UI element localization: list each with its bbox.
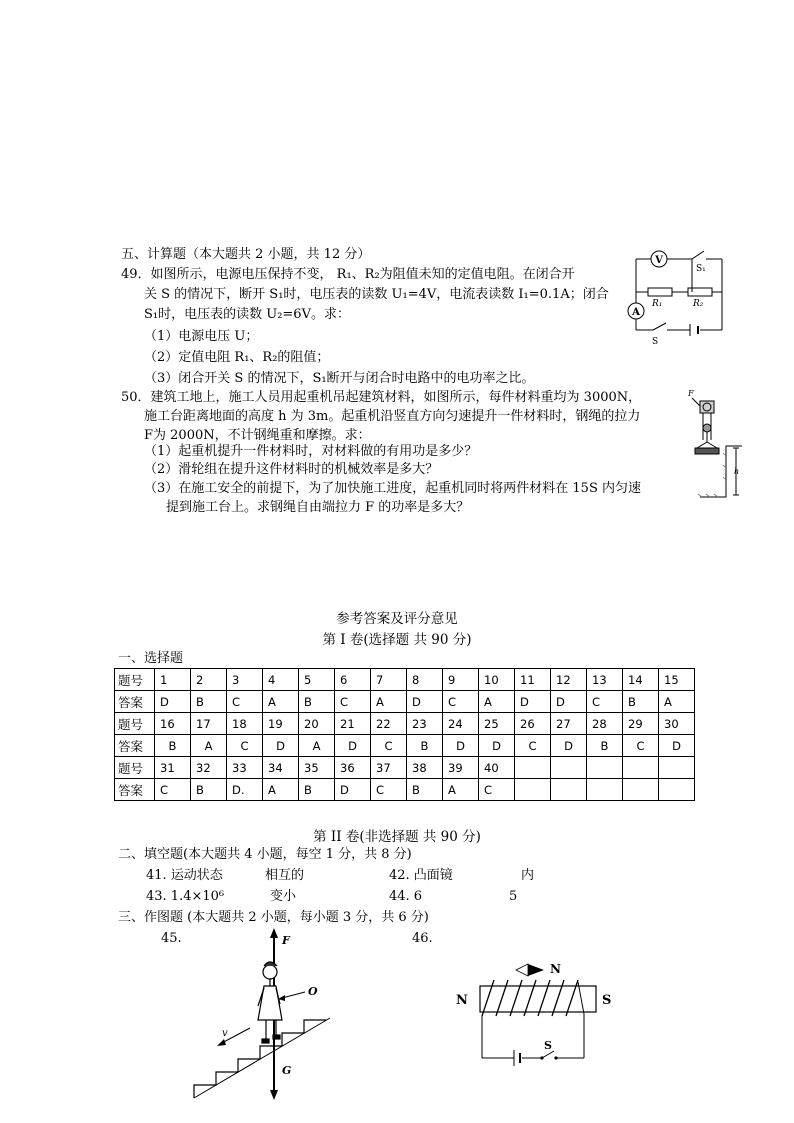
question-number: 3 (227, 669, 263, 691)
question-number: 20 (299, 713, 335, 735)
question-number: 27 (551, 713, 587, 735)
switch-s-label: S (652, 337, 659, 347)
question-number: 29 (623, 713, 659, 735)
question-number: 21 (335, 713, 371, 735)
question-number: 6 (335, 669, 371, 691)
answer-cell (587, 779, 623, 801)
voltmeter-label: V (655, 255, 663, 266)
answer-45-label: 45. (161, 931, 182, 946)
answer-cell: A (443, 779, 479, 801)
switch-s1-label: S₁ (696, 264, 706, 274)
table-row (115, 779, 695, 801)
question-number: 32 (191, 757, 227, 779)
question-number (587, 757, 623, 779)
question-number: 11 (515, 669, 551, 691)
question-number: 2 (191, 669, 227, 691)
q49-sub1: （1）电源电压 U； (144, 329, 259, 344)
row-label: 答案 (115, 779, 155, 801)
sec3-title: 三、作图题 (本大题共 2 小题，每小题 3 分，共 6 分) (118, 910, 429, 925)
answer-41: 41. 运动状态 (146, 868, 223, 883)
table-row (115, 713, 695, 735)
answer-cell: C (623, 735, 659, 757)
answer-cell: B (407, 735, 443, 757)
answer-cell: C (227, 735, 263, 757)
answer-cell: C (227, 691, 263, 713)
question-number: 25 (479, 713, 515, 735)
velocity-label: v (222, 1028, 228, 1039)
answer-cell: D. (227, 779, 263, 801)
q50-line3: F为 2000N，不计钢绳重和摩擦。求： (144, 428, 371, 443)
question-number: 30 (659, 713, 695, 735)
crane-force-label: F (688, 389, 694, 398)
ammeter-label: A (632, 307, 640, 318)
question-number: 9 (443, 669, 479, 691)
q49-sub3: （3）闭合开关 S 的情况下，S₁断开与闭合时电路中的电功率之比。 (144, 371, 535, 386)
question-number: 24 (443, 713, 479, 735)
question-number: 17 (191, 713, 227, 735)
question-number (551, 757, 587, 779)
answer-cell: B (191, 691, 227, 713)
answer-42b: 内 (521, 868, 535, 883)
table-row (115, 691, 695, 713)
answer-cell: C (371, 779, 407, 801)
answer-43: 43. 1.4×10⁶ (146, 889, 225, 904)
question-number: 23 (407, 713, 443, 735)
answer-cell: D (515, 691, 551, 713)
row-label: 题号 (115, 713, 155, 735)
q49-line2: 关 S 的情况下，断开 S₁时，电压表的读数 U₁=4V，电流表读数 I₁=0.1A；闭合 (144, 287, 609, 302)
question-number: 18 (227, 713, 263, 735)
answer-cell: D (551, 735, 587, 757)
answer-cell: C (443, 691, 479, 713)
answer-42: 42. 凸面镜 (389, 868, 453, 883)
question-number: 14 (623, 669, 659, 691)
point-o-label: O (308, 985, 318, 998)
figure-45-forces (190, 926, 340, 1102)
answer-cell (551, 779, 587, 801)
question-number: 31 (155, 757, 191, 779)
question-number: 7 (371, 669, 407, 691)
question-number: 22 (371, 713, 407, 735)
question-number: 15 (659, 669, 695, 691)
circuit-diagram (620, 244, 730, 348)
answer-41b: 相互的 (265, 868, 305, 883)
answer-cell: B (299, 779, 335, 801)
answer-cell (515, 779, 551, 801)
table-row (115, 669, 695, 691)
answer-cell: B (623, 691, 659, 713)
question-number: 19 (263, 713, 299, 735)
answer-cell: D (659, 735, 695, 757)
question-number (515, 757, 551, 779)
answer-44b: 5 (509, 889, 518, 904)
q49-sub2: （2）定值电阻 R₁、R₂的阻值； (144, 350, 330, 365)
q49-line3: S₁时，电压表的读数 U₂=6V。求： (144, 307, 350, 322)
answer-cell: D (335, 779, 371, 801)
question-number: 36 (335, 757, 371, 779)
switch-label: S (544, 1039, 552, 1052)
question-number: 13 (587, 669, 623, 691)
vol1-title: 第 I 卷(选择题 共 90 分) (322, 632, 472, 648)
crane-diagram (682, 386, 742, 498)
answer-cell: D (155, 691, 191, 713)
answer-cell: A (263, 779, 299, 801)
vol2-title: 第 II 卷(非选择题 共 90 分) (313, 829, 481, 845)
pole-s-label: S (602, 993, 612, 1008)
answer-cell: D (263, 735, 299, 757)
question-number (623, 757, 659, 779)
question-number: 8 (407, 669, 443, 691)
answer-cell: B (155, 735, 191, 757)
question-number: 10 (479, 669, 515, 691)
question-number: 16 (155, 713, 191, 735)
question-number: 37 (371, 757, 407, 779)
question-number: 38 (407, 757, 443, 779)
answer-cell: D (551, 691, 587, 713)
question-number: 5 (299, 669, 335, 691)
figure-46-solenoid (450, 958, 630, 1070)
answer-cell: D (479, 735, 515, 757)
question-number: 39 (443, 757, 479, 779)
question-number: 26 (515, 713, 551, 735)
section-title: 五、计算题（本大题共 2 小题，共 12 分） (121, 247, 371, 262)
answer-cell (623, 779, 659, 801)
answer-table (114, 668, 695, 801)
row-label: 答案 (115, 735, 155, 757)
answer-cell: D (407, 691, 443, 713)
answer-cell: D (443, 735, 479, 757)
answer-cell (659, 779, 695, 801)
answer-cell: C (155, 779, 191, 801)
pole-n-label: N (456, 993, 468, 1008)
table-row (115, 757, 695, 779)
answer-cell: A (479, 691, 515, 713)
question-number: 35 (299, 757, 335, 779)
q50-line2: 施工台距离地面的高度 h 为 3m。起重机沿竖直方向匀速提升一件材料时，钢绳的拉力 (144, 409, 641, 424)
sec1-title: 一、选择题 (118, 651, 184, 666)
row-label: 答案 (115, 691, 155, 713)
question-number: 4 (263, 669, 299, 691)
crane-height-label: h (734, 467, 740, 476)
question-number: 1 (155, 669, 191, 691)
question-number (659, 757, 695, 779)
girl-icon (258, 962, 282, 1043)
question-number: 34 (263, 757, 299, 779)
answer-cell: A (371, 691, 407, 713)
answer-cell: B (407, 779, 443, 801)
answer-cell: C (587, 691, 623, 713)
force-g-label: G (282, 1064, 292, 1077)
answer-44: 44. 6 (389, 889, 423, 904)
answer-cell: A (659, 691, 695, 713)
row-label: 题号 (115, 757, 155, 779)
answer-cell: B (191, 779, 227, 801)
question-number: 12 (551, 669, 587, 691)
question-number: 28 (587, 713, 623, 735)
answers-title: 参考答案及评分意见 (336, 611, 458, 627)
question-number: 40 (479, 757, 515, 779)
q50-sub3: （3）在施工安全的前提下，为了加快施工进度，起重机同时将两件材料在 15S 内匀速 (144, 481, 641, 496)
answer-cell: D (335, 735, 371, 757)
answer-46-label: 46. (412, 931, 433, 946)
resistor-r1-label: R₁ (652, 299, 663, 309)
answer-43b: 变小 (270, 889, 297, 904)
force-f-label: F (282, 934, 290, 947)
answer-cell: A (263, 691, 299, 713)
q50-sub3-cont: 提到施工台上。求钢绳自由端拉力 F 的功率是多大？ (166, 500, 470, 515)
answer-cell: C (371, 735, 407, 757)
q49-line1: 49．如图所示，电源电压保持不变， R₁、R₂为阻值未知的定值电阻。在闭合开 (121, 267, 575, 282)
table-row (115, 735, 695, 757)
answer-cell: C (515, 735, 551, 757)
row-label: 题号 (115, 669, 155, 691)
needle-n-label: N (550, 962, 561, 976)
answer-cell: C (335, 691, 371, 713)
answer-cell: B (299, 691, 335, 713)
question-number: 33 (227, 757, 263, 779)
answer-cell: C (479, 779, 515, 801)
answer-cell: A (191, 735, 227, 757)
q50-line1: 50．建筑工地上，施工人员用起重机吊起建筑材料，如图所示，每件材料重均为 3000N， (121, 390, 642, 405)
q50-sub1: （1）起重机提升一件材料时，对材料做的有用功是多少？ (144, 444, 478, 459)
answer-cell: B (587, 735, 623, 757)
answer-cell: A (299, 735, 335, 757)
resistor-r2-label: R₂ (693, 299, 704, 309)
sec2-title: 二、填空题(本大题共 4 小题，每空 1 分，共 8 分) (118, 847, 412, 862)
q50-sub2: （2）滑轮组在提升这件材料时的机械效率是多大？ (144, 462, 439, 477)
